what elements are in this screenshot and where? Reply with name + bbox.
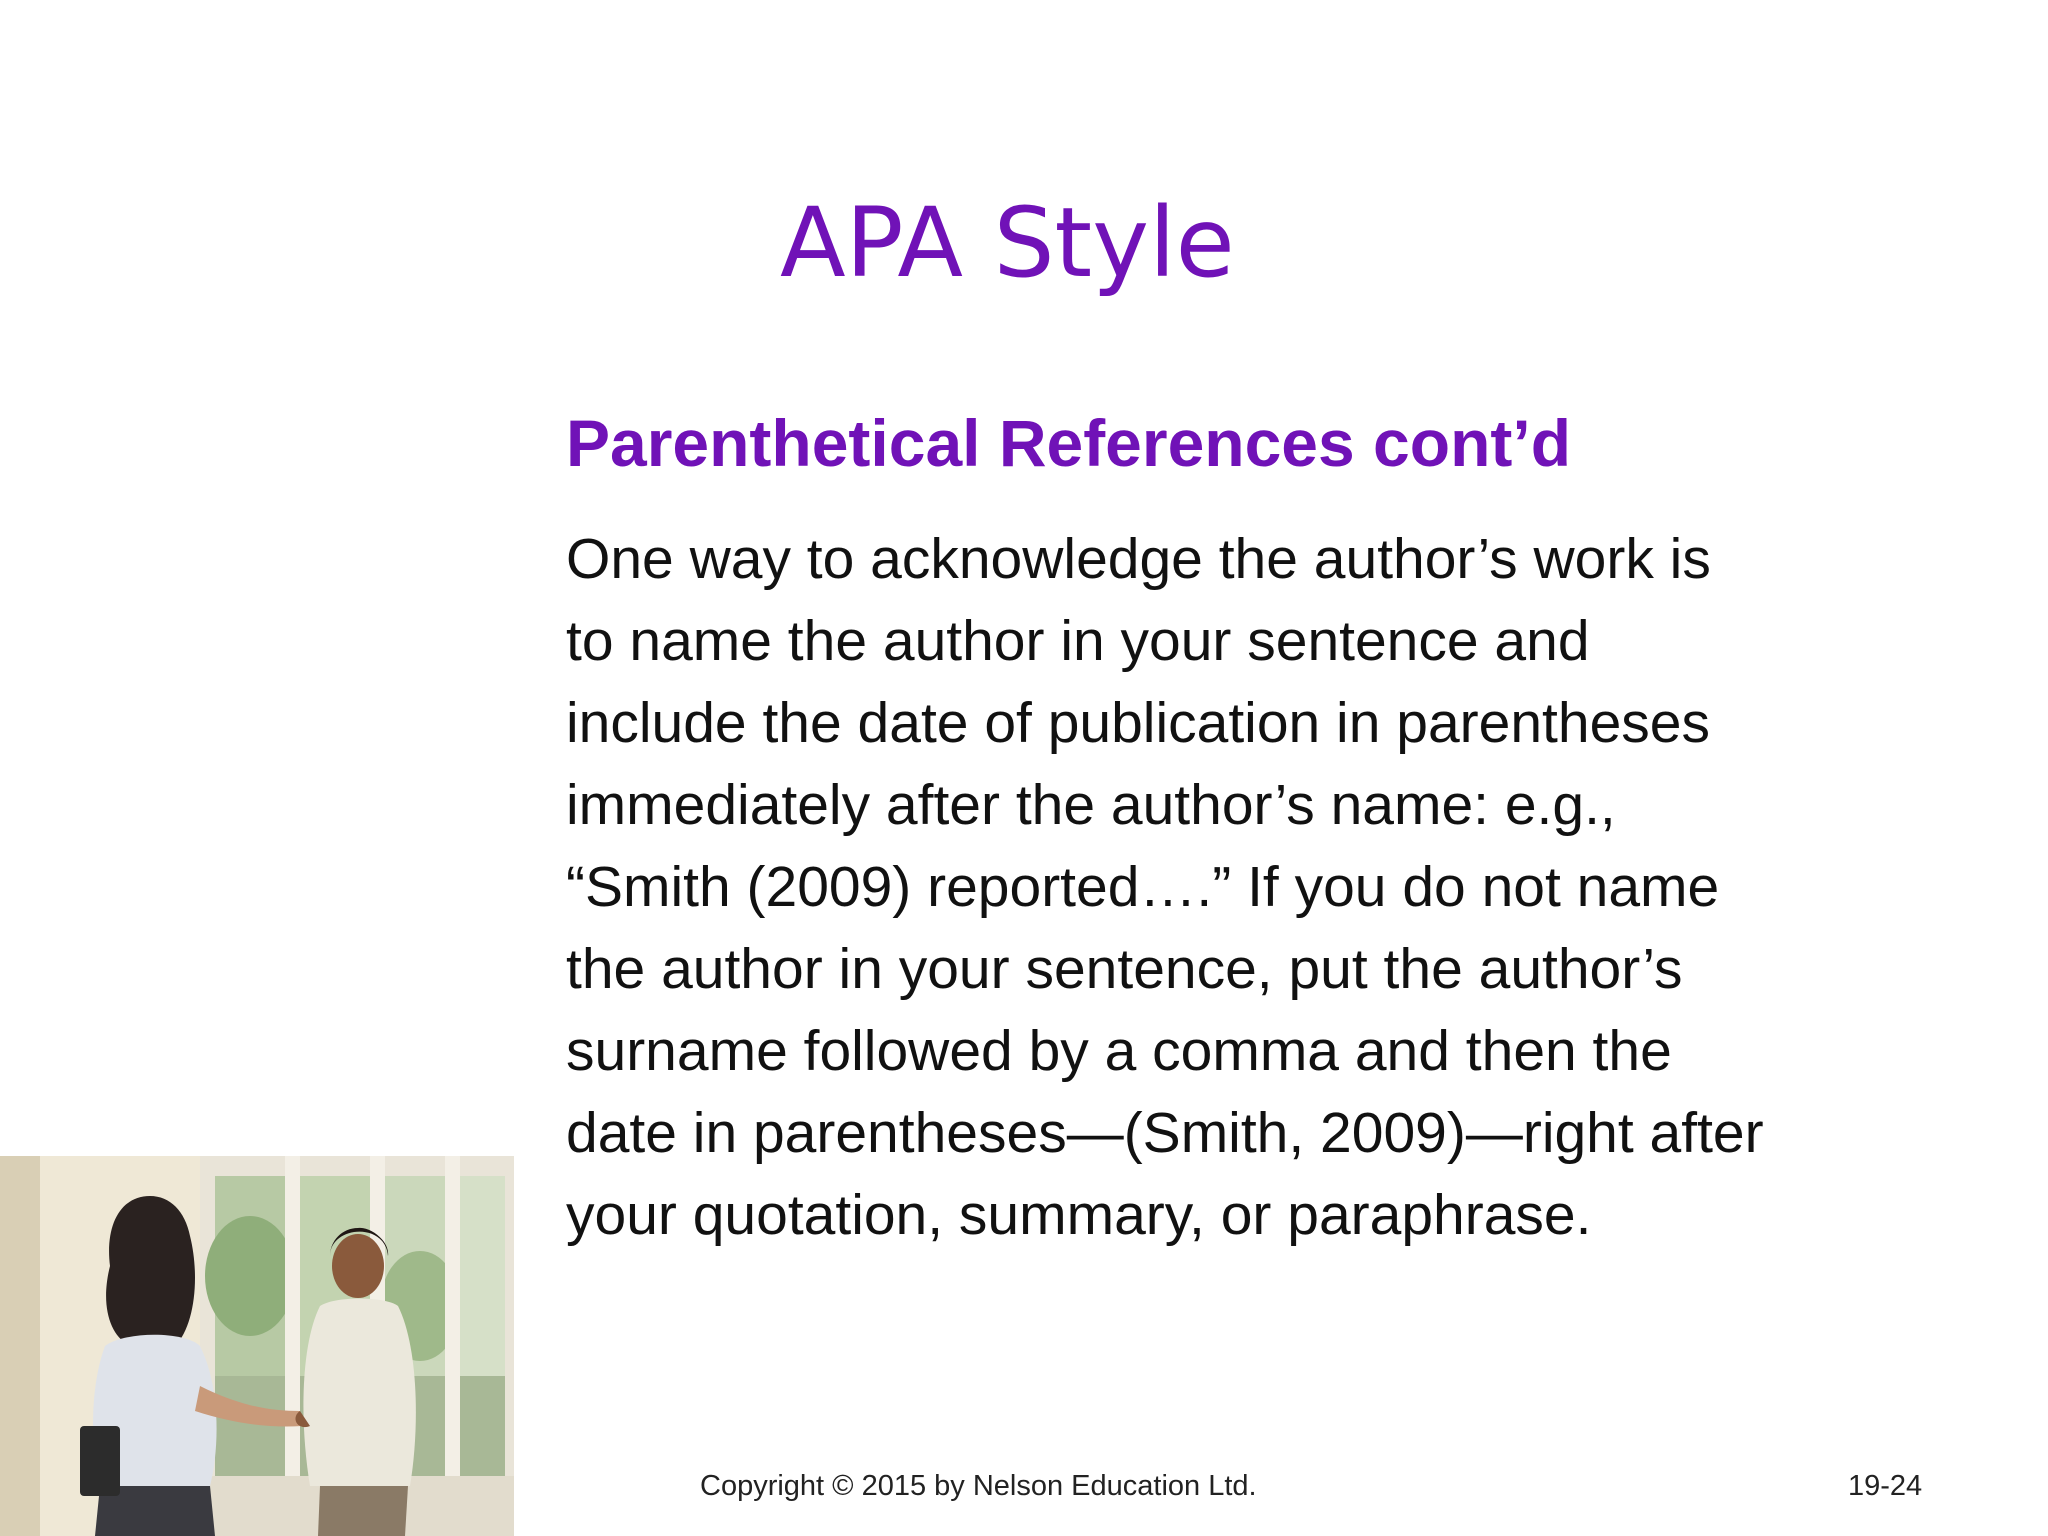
footer-copyright: Copyright © 2015 by Nelson Education Ltd. bbox=[700, 1470, 1257, 1502]
body-line: the author in your sentence, put the author’s bbox=[566, 937, 1683, 1001]
footer-page-number: 19-24 bbox=[1848, 1470, 1923, 1502]
slide-title: APA Style bbox=[780, 187, 1235, 299]
body-line: “Smith (2009) reported….” If you do not name bbox=[566, 855, 1720, 919]
slide-subtitle: Parenthetical References cont’d bbox=[566, 406, 1572, 480]
body-line: One way to acknowledge the author’s work is bbox=[566, 527, 1711, 591]
body-line: your quotation, summary, or paraphrase. bbox=[566, 1183, 1592, 1247]
slide-body bbox=[566, 518, 1966, 1256]
body-line: immediately after the author’s name: e.g., bbox=[566, 773, 1616, 837]
body-line: date in parentheses—(Smith, 2009)—right after bbox=[566, 1101, 1764, 1165]
body-line: surname followed by a comma and then the bbox=[566, 1019, 1672, 1083]
body-line: include the date of publication in parentheses bbox=[566, 691, 1710, 755]
body-line: to name the author in your sentence and bbox=[566, 609, 1590, 673]
handshake-photo bbox=[0, 1156, 514, 1536]
